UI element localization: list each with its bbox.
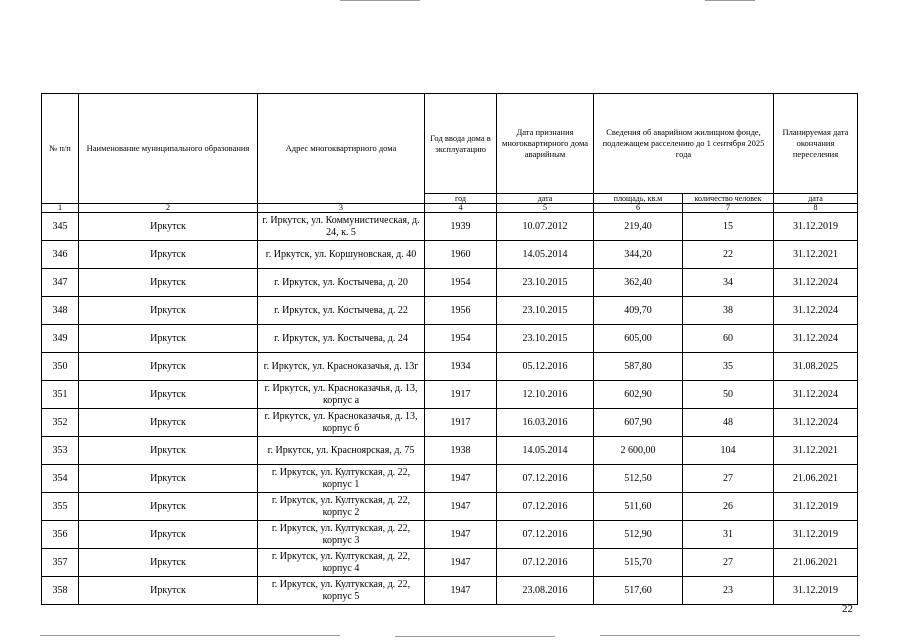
row-address: г. Иркутск, ул. Култукская, д. 22, корпус 1 (258, 465, 425, 493)
row-year: 1956 (425, 297, 497, 325)
row-year: 1947 (425, 465, 497, 493)
row-area: 219,40 (594, 213, 683, 241)
row-year: 1947 (425, 577, 497, 605)
scan-artifact-top-1 (340, 0, 420, 1)
header-info: Сведения об аварийном жилищном фонде, подлежащем расселению до 1 сентября 2025 года (594, 94, 774, 194)
table-row (42, 437, 858, 465)
column-number: 1 (42, 204, 79, 213)
row-people: 48 (683, 409, 774, 437)
row-planned: 31.12.2024 (774, 409, 858, 437)
column-number: 5 (497, 204, 594, 213)
row-date: 07.12.2016 (497, 493, 594, 521)
row-date: 07.12.2016 (497, 549, 594, 577)
row-municipality: Иркутск (79, 297, 258, 325)
row-people: 34 (683, 269, 774, 297)
unit-people: количество человек (683, 194, 774, 204)
row-date: 07.12.2016 (497, 465, 594, 493)
row-year: 1939 (425, 213, 497, 241)
row-address: г. Иркутск, ул. Костычева, д. 24 (258, 325, 425, 353)
row-people: 23 (683, 577, 774, 605)
row-area: 605,00 (594, 325, 683, 353)
page-number: 22 (842, 603, 853, 615)
row-address: г. Иркутск, ул. Култукская, д. 22, корпус 5 (258, 577, 425, 605)
row-municipality: Иркутск (79, 577, 258, 605)
row-address: г. Иркутск, ул. Красноказачья, д. 13, корпус б (258, 409, 425, 437)
row-planned: 31.12.2024 (774, 381, 858, 409)
column-number: 4 (425, 204, 497, 213)
row-planned: 31.12.2019 (774, 213, 858, 241)
row-year: 1934 (425, 353, 497, 381)
row-area: 515,70 (594, 549, 683, 577)
row-num: 355 (42, 493, 79, 521)
row-municipality: Иркутск (79, 465, 258, 493)
row-date: 23.10.2015 (497, 269, 594, 297)
row-date: 16.03.2016 (497, 409, 594, 437)
row-address: г. Иркутск, ул. Костычева, д. 22 (258, 297, 425, 325)
row-area: 602,90 (594, 381, 683, 409)
row-area: 409,70 (594, 297, 683, 325)
row-area: 362,40 (594, 269, 683, 297)
row-people: 35 (683, 353, 774, 381)
emergency-housing-table (41, 93, 858, 605)
row-num: 346 (42, 241, 79, 269)
row-year: 1960 (425, 241, 497, 269)
row-planned: 31.12.2021 (774, 437, 858, 465)
table-row (42, 409, 858, 437)
row-year: 1947 (425, 493, 497, 521)
row-address: г. Иркутск, ул. Красноказачья, д. 13, корпус а (258, 381, 425, 409)
row-address: г. Иркутск, ул. Култукская, д. 22, корпус 4 (258, 549, 425, 577)
row-address: г. Иркутск, ул. Коммунистическая, д. 24, к. 5 (258, 213, 425, 241)
row-area: 517,60 (594, 577, 683, 605)
row-people: 50 (683, 381, 774, 409)
header-num: № п/п (42, 94, 79, 204)
unit-year: год (425, 194, 497, 204)
header-year: Год ввода дома в эксплуатацию (425, 94, 497, 194)
row-area: 512,50 (594, 465, 683, 493)
row-date: 23.10.2015 (497, 297, 594, 325)
row-municipality: Иркутск (79, 381, 258, 409)
table-row (42, 213, 858, 241)
row-planned: 21.06.2021 (774, 465, 858, 493)
column-number: 8 (774, 204, 858, 213)
row-num: 352 (42, 409, 79, 437)
row-address: г. Иркутск, ул. Красноярская, д. 75 (258, 437, 425, 465)
row-people: 60 (683, 325, 774, 353)
row-date: 12.10.2016 (497, 381, 594, 409)
row-people: 27 (683, 549, 774, 577)
row-planned: 31.12.2024 (774, 297, 858, 325)
row-num: 353 (42, 437, 79, 465)
row-area: 344,20 (594, 241, 683, 269)
row-num: 348 (42, 297, 79, 325)
header-address: Адрес многоквартирного дома (258, 94, 425, 204)
header-date: Дата признания многоквартирного дома аварийным (497, 94, 594, 194)
unit-area: площадь, кв.м (594, 194, 683, 204)
row-area: 587,80 (594, 353, 683, 381)
row-date: 07.12.2016 (497, 521, 594, 549)
row-people: 22 (683, 241, 774, 269)
table-row (42, 241, 858, 269)
row-year: 1947 (425, 521, 497, 549)
row-address: г. Иркутск, ул. Коршуновская, д. 40 (258, 241, 425, 269)
table-row (42, 381, 858, 409)
table-row (42, 269, 858, 297)
row-date: 05.12.2016 (497, 353, 594, 381)
row-municipality: Иркутск (79, 521, 258, 549)
row-municipality: Иркутск (79, 269, 258, 297)
column-number: 7 (683, 204, 774, 213)
row-planned: 31.12.2024 (774, 269, 858, 297)
row-year: 1954 (425, 269, 497, 297)
row-people: 104 (683, 437, 774, 465)
row-num: 358 (42, 577, 79, 605)
unit-planned: дата (774, 194, 858, 204)
row-municipality: Иркутск (79, 437, 258, 465)
scan-artifact-bottom-3 (600, 635, 860, 636)
table-body (42, 213, 858, 605)
row-municipality: Иркутск (79, 353, 258, 381)
row-date: 10.07.2012 (497, 213, 594, 241)
row-area: 512,90 (594, 521, 683, 549)
row-people: 26 (683, 493, 774, 521)
header-planned: Планируемая дата окончания переселения (774, 94, 858, 194)
row-num: 347 (42, 269, 79, 297)
table-row (42, 297, 858, 325)
column-numbers-row (42, 204, 858, 213)
row-planned: 21.06.2021 (774, 549, 858, 577)
row-year: 1917 (425, 409, 497, 437)
row-num: 356 (42, 521, 79, 549)
row-num: 354 (42, 465, 79, 493)
row-num: 350 (42, 353, 79, 381)
table-row (42, 353, 858, 381)
row-area: 511,60 (594, 493, 683, 521)
row-area: 2 600,00 (594, 437, 683, 465)
row-planned: 31.12.2024 (774, 325, 858, 353)
row-date: 14.05.2014 (497, 241, 594, 269)
row-municipality: Иркутск (79, 493, 258, 521)
row-num: 351 (42, 381, 79, 409)
row-planned: 31.12.2019 (774, 493, 858, 521)
row-people: 27 (683, 465, 774, 493)
header-municipality: Наименование муниципального образования (79, 94, 258, 204)
row-planned: 31.08.2025 (774, 353, 858, 381)
row-municipality: Иркутск (79, 213, 258, 241)
table-row (42, 577, 858, 605)
table-row (42, 549, 858, 577)
scan-artifact-top-2 (705, 0, 755, 1)
row-people: 31 (683, 521, 774, 549)
column-number: 2 (79, 204, 258, 213)
row-planned: 31.12.2019 (774, 577, 858, 605)
column-number: 6 (594, 204, 683, 213)
row-num: 357 (42, 549, 79, 577)
row-num: 345 (42, 213, 79, 241)
row-address: г. Иркутск, ул. Красноказачья, д. 13г (258, 353, 425, 381)
unit-date: дата (497, 194, 594, 204)
row-year: 1938 (425, 437, 497, 465)
row-municipality: Иркутск (79, 409, 258, 437)
row-date: 23.10.2015 (497, 325, 594, 353)
row-planned: 31.12.2021 (774, 241, 858, 269)
row-municipality: Иркутск (79, 241, 258, 269)
table-row (42, 325, 858, 353)
row-municipality: Иркутск (79, 325, 258, 353)
table-header-row (42, 94, 858, 194)
table-row (42, 521, 858, 549)
column-number: 3 (258, 204, 425, 213)
table-row (42, 493, 858, 521)
row-municipality: Иркутск (79, 549, 258, 577)
row-address: г. Иркутск, ул. Култукская, д. 22, корпус 2 (258, 493, 425, 521)
row-address: г. Иркутск, ул. Костычева, д. 20 (258, 269, 425, 297)
table-row (42, 465, 858, 493)
row-year: 1954 (425, 325, 497, 353)
scan-artifact-bottom-1 (40, 635, 340, 636)
row-num: 349 (42, 325, 79, 353)
row-people: 15 (683, 213, 774, 241)
row-area: 607,90 (594, 409, 683, 437)
row-address: г. Иркутск, ул. Култукская, д. 22, корпус 3 (258, 521, 425, 549)
row-year: 1917 (425, 381, 497, 409)
row-year: 1947 (425, 549, 497, 577)
row-planned: 31.12.2019 (774, 521, 858, 549)
row-date: 23.08.2016 (497, 577, 594, 605)
scan-artifact-bottom-2 (395, 636, 555, 637)
row-date: 14.05.2014 (497, 437, 594, 465)
row-people: 38 (683, 297, 774, 325)
